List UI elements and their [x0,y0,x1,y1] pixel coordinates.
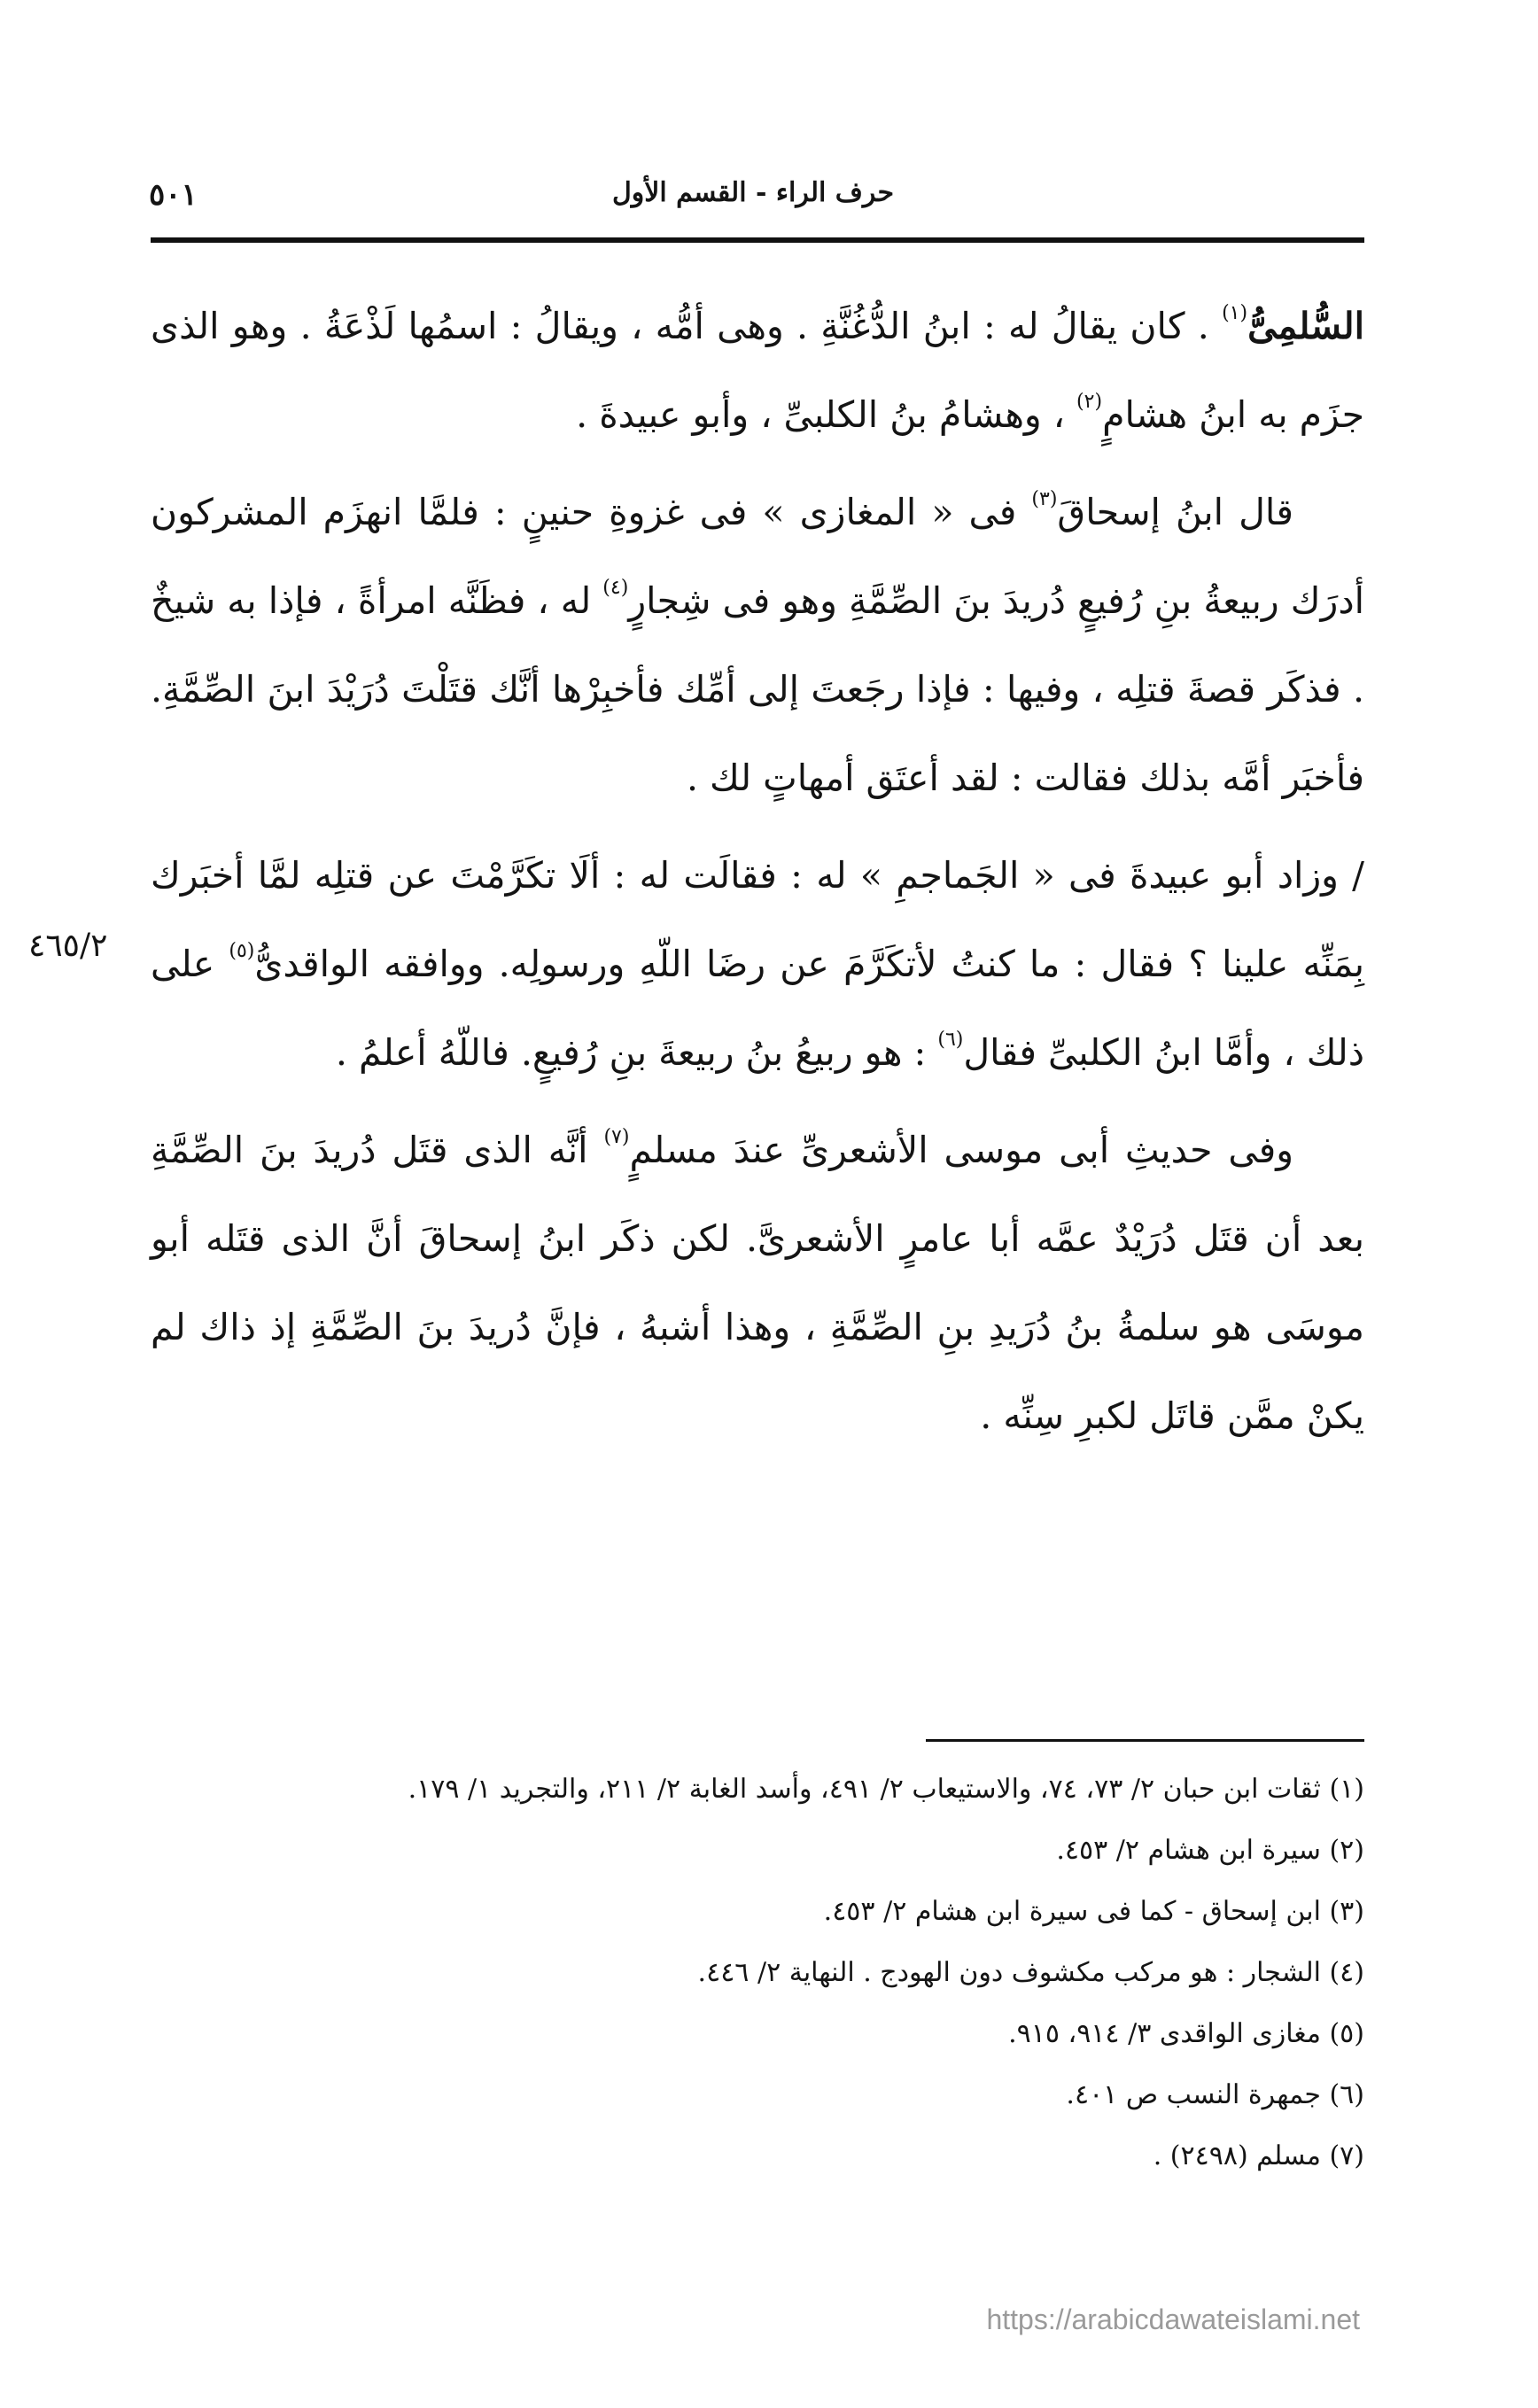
footnote-5: (٥) مغازى الواقدى ٣/ ٩١٤، ٩١٥. [1008,2018,1364,2049]
main-text [151,282,1364,1464]
paragraph-text: ، وهشامُ بنُ الكلبىِّ ، وأبو عبيدةَ . [576,393,1065,436]
footnote-7: (٧) مسلم (٢٤٩٨) . [1153,2140,1364,2171]
paragraph-text: فى « المغازى » فى غزوةِ حنينٍ : فلمَّا انهزَم المشركون أدرَك ربيعةُ بنِ رُفيعٍ دُريدَ بنَ الصِّمَّةِ وهو فى شِجارٍ [151,491,1364,622]
paragraph-4 [151,1106,1364,1460]
paragraph-2 [151,468,1364,822]
footnote-2: (٢) سيرة ابن هشام ٢/ ٤٥٣. [1056,1835,1364,1866]
footnote-6: (٦) جمهرة النسب ص ٤٠١. [1066,2079,1364,2110]
entry-name: السُّلمِىُّ [1247,305,1364,347]
footnote-3: (٣) ابن إسحاق - كما فى سيرة ابن هشام ٢/ ٤٥٣. [823,1896,1364,1927]
paragraph-text: . كان يقالُ له : ابنُ الدُّغُنَّةِ . وهى أمُّه ، ويقالُ : اسمُها لَذْعَةُ . وهو الذى جزَم به ابنُ هشامٍ [151,305,1364,436]
footnotes [151,1759,1364,2187]
paragraph-1 [151,282,1364,459]
paragraph-text: على ذلك ، وأمَّا ابنُ الكلبىِّ فقال [151,943,1364,1074]
footnote-marker: (٧) [603,1126,630,1148]
paragraph-3 [151,831,1364,1097]
footnote-marker: (٥) [229,940,255,962]
paragraph-text: أنَّه الذى قتَل دُريدَ بنَ الصِّمَّةِ بعد أن قتَل دُرَيْدٌ عمَّه أبا عامرٍ الأشعرىَّ. لكن ذكَر ابنُ إسحاقَ أنَّ الذى قتَله أبو موسَى هو سلمةُ بنُ دُرَيدِ بنِ الصِّمَّةِ ، وهذا أشبهُ ، فإنَّ دُريدَ بنَ الصِّمَّةِ إذ ذاك لم يكنْ ممَّن قاتَل لكبرِ سِنِّه . [151,1129,1364,1437]
paragraph-text: وفى حديثِ أبى موسى الأشعرىِّ عندَ مسلمٍ [629,1129,1293,1171]
paragraph-text: : هو ربيعُ بنُ ربيعةَ بنِ رُفيعٍ. فاللّهُ أعلمُ . [335,1031,927,1074]
paragraph-text: قال ابنُ إسحاقَ [1057,491,1293,533]
footnote-1: (١) ثقات ابن حبان ٢/ ٧٣، ٧٤، والاستيعاب ٢/ ٤٩١، وأسد الغابة ٢/ ٢١١، والتجريد ١/ ١٧٩. [408,1774,1364,1805]
margin-volume-page-reference: ٤٦٥/٢ [28,928,108,964]
running-header-title: حرف الراء - القسم الأول [611,177,894,208]
footnote-4: (٤) الشجار : هو مركب مكشوف دون الهودج . النهاية ٢/ ٤٤٦. [697,1957,1364,1988]
page-number: ٥٠١ [149,177,198,213]
header-rule [151,237,1364,243]
footnote-marker: (٣) [1031,488,1058,510]
footnote-marker: (٢) [1076,391,1103,413]
footnote-marker: (٦) [937,1029,964,1051]
paragraph-text: له ، فظَنَّه امرأةً ، فإذا به شيخٌ . فذكَر قصةَ قتلِه ، وفيها : فإذا رجَعتَ إلى أمِّك فأخبِرْها أنَّك قتَلْتَ دُرَيْدَ ابنَ الصِّمَّةِ. فأخبَر أمَّه بذلك فقالت : لقد أعتَق أمهاتٍ لك . [151,579,1364,799]
paragraph-text: / وزاد أبو عبيدةَ فى « الجَماجمِ » له : فقالَت له : ألَا تكَرَّمْتَ عن قتلِه لمَّا أخبَرك بِمَنِّه علينا ؟ فقال : ما كنتُ لأتكَرَّمَ عن رضَا اللّهِ ورسولِه. ووافقه الواقدىُّ [151,854,1364,985]
watermark-url: https://arabicdawateislami.net [986,2303,1360,2335]
footnote-separator [926,1739,1364,1742]
footnote-marker: (٤) [602,577,629,599]
footnote-marker: (١) [1222,302,1248,324]
